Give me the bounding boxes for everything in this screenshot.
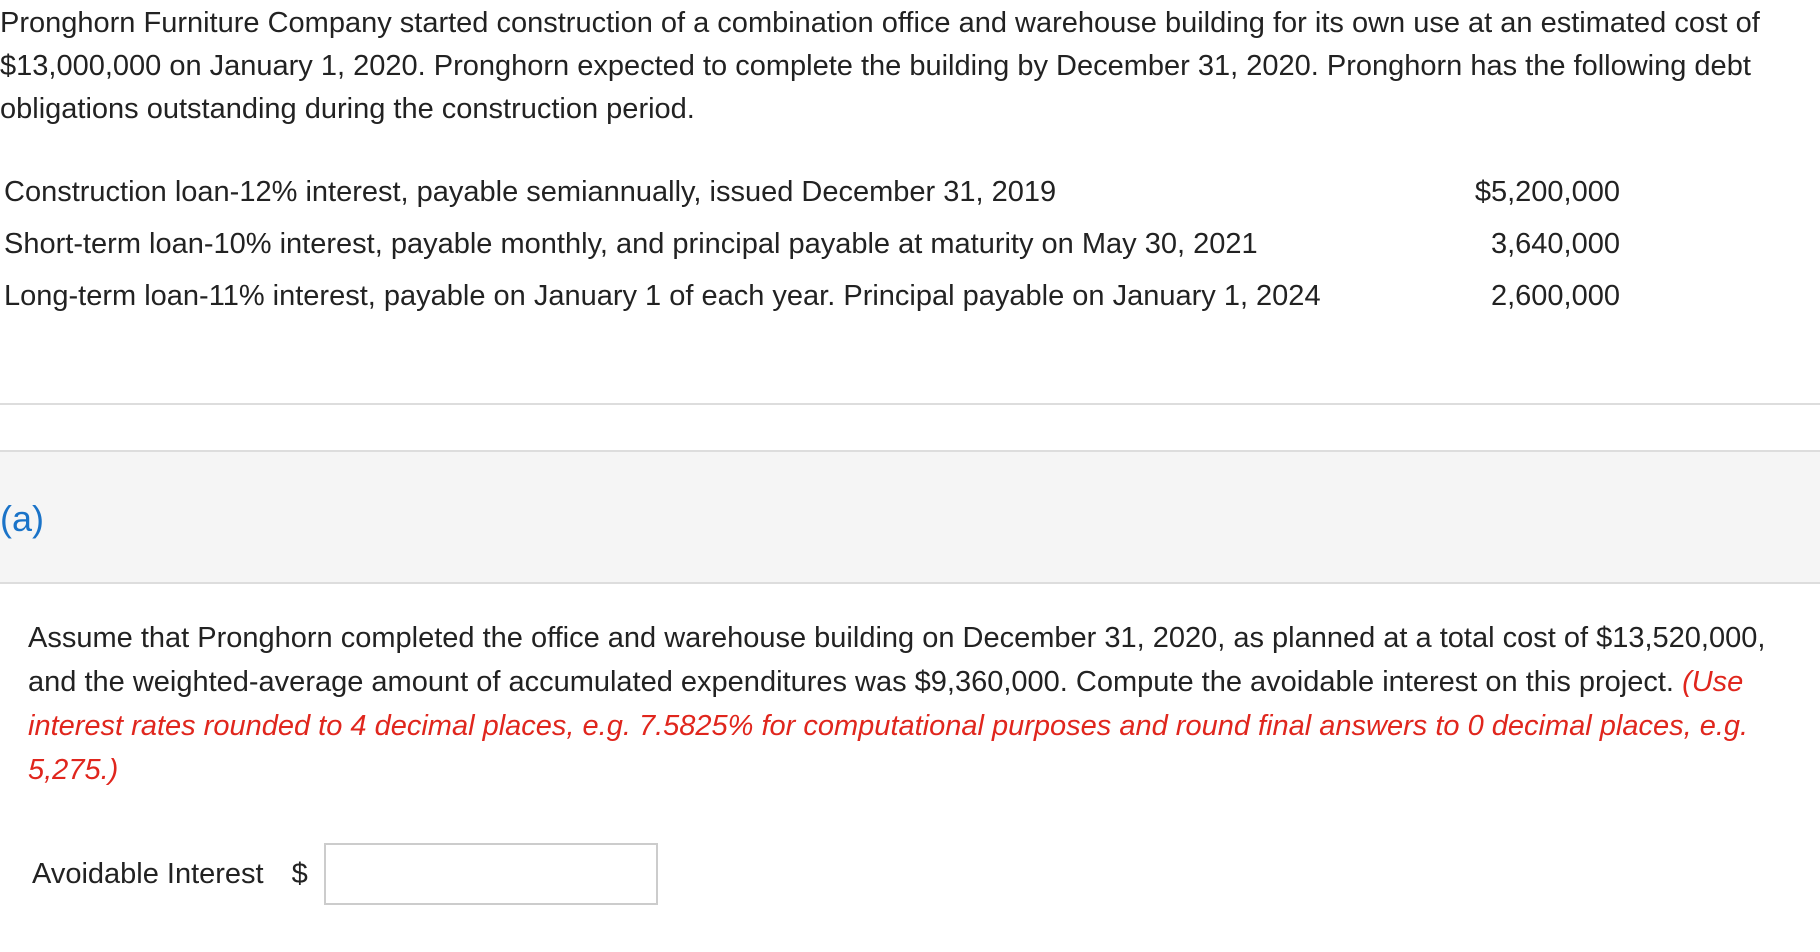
part-a-label: (a) bbox=[0, 498, 44, 539]
part-a-header bbox=[0, 450, 1820, 584]
avoidable-interest-row bbox=[32, 843, 658, 905]
debt-row-short-term-loan bbox=[0, 228, 1620, 280]
debt-row-construction-loan bbox=[0, 176, 1620, 228]
rounding-instruction: (Use interest rates rounded to 4 decimal places, e.g. 7.5825% for computational purposes and round final answers to 0 decimal places, e.g. 5,275.) bbox=[28, 666, 1749, 786]
debt-description: Long-term loan-11% interest, payable on January 1 of each year. Principal payable on January 1, 2024 bbox=[4, 280, 1321, 312]
avoidable-interest-label: Avoidable Interest bbox=[32, 857, 264, 890]
debt-amount: 3,640,000 bbox=[1490, 228, 1620, 260]
debt-amount: 2,600,000 bbox=[1490, 280, 1620, 312]
avoidable-interest-input[interactable] bbox=[324, 843, 658, 905]
debt-amount: $5,200,000 bbox=[1474, 176, 1620, 208]
part-a-question bbox=[28, 616, 1798, 792]
question-text: Assume that Pronghorn completed the office and warehouse building on December 31, 2020, as planned at a total cost of $13,520,000, and the weighted-average amount of accumulated expenditures was $9,360,000. Compute the avoidable interest on this project. bbox=[28, 622, 1766, 698]
section-divider bbox=[0, 403, 1820, 405]
debt-row-long-term-loan bbox=[0, 280, 1620, 332]
debt-obligations-table bbox=[0, 176, 1620, 332]
debt-description: Short-term loan-10% interest, payable monthly, and principal payable at maturity on May 30, 2021 bbox=[4, 228, 1258, 260]
problem-intro: Pronghorn Furniture Company started construction of a combination office and warehouse building for its own use at an estimated cost of $13,000,000 on January 1, 2020. Pronghorn expected to complete the building by December 31, 2020. Pronghorn has the following debt obligations outstanding during the construction period. bbox=[0, 7, 1760, 125]
debt-description: Construction loan-12% interest, payable semiannually, issued December 31, 2019 bbox=[4, 176, 1057, 208]
dollar-sign: $ bbox=[291, 857, 308, 890]
